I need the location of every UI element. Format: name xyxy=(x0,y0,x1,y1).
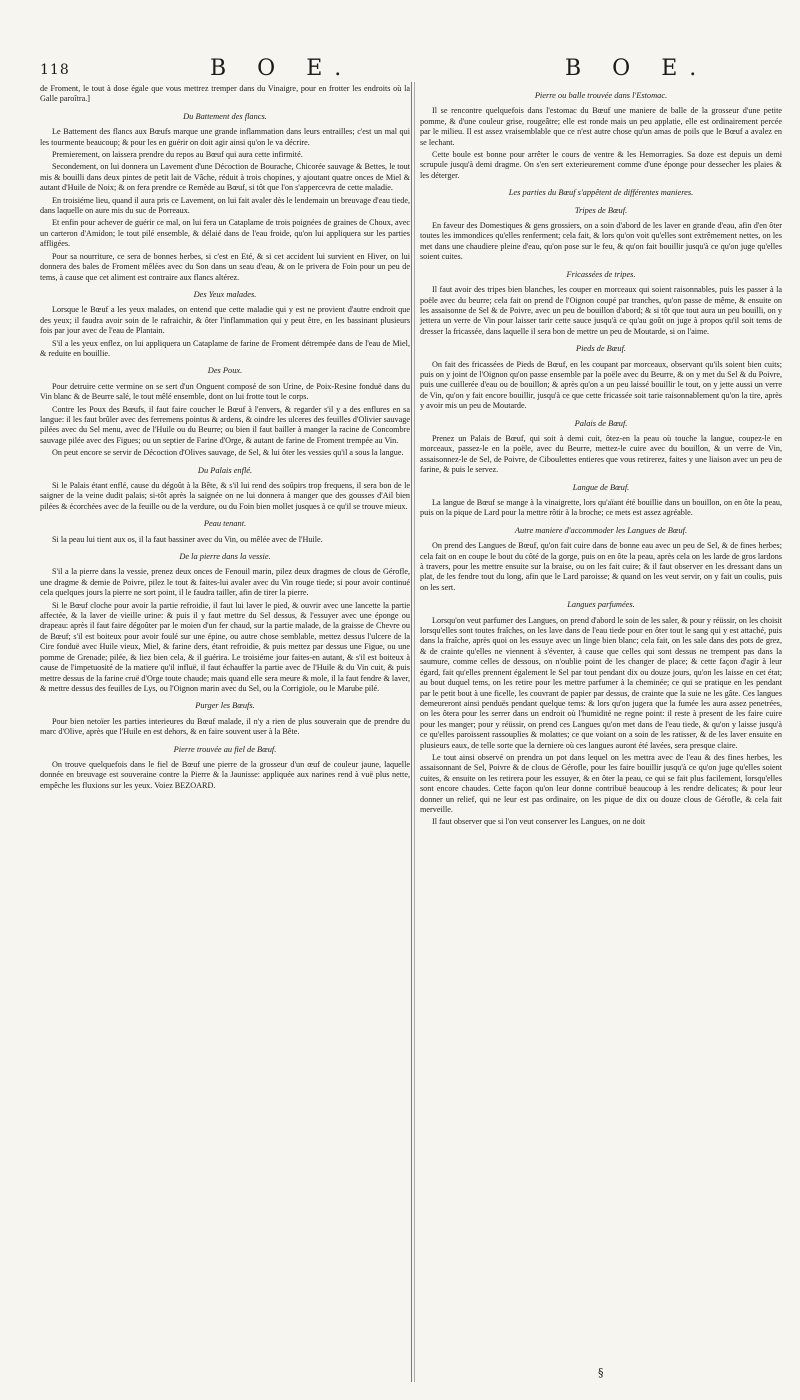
section-heading: De la pierre dans la vessie. xyxy=(179,552,271,562)
paragraph: Lorsque le Bœuf a les yeux malades, on entend que cette maladie qui y est ne provient d'autre endroit que des yeux; il faudra avoir soin de le rafraichir, & ôter l'inflammation qui y peut être, en les bassinant plusieurs fois par jour avec de l'eau de Plantain. xyxy=(40,305,410,336)
paragraph: Le Battement des flancs aux Bœufs marque une grande inflammation dans leurs entrailles; c'est un mal qui les tourmente beaucoup; & pour les en guérir on doit agir ainsi qu'on le va décrire. xyxy=(40,127,410,147)
paragraph: Il faut observer que si l'on veut conserver les Langues, on ne doit xyxy=(432,817,646,827)
paragraph: Si le Palais étant enflé, cause du dégoût à la Bête, & s'il lui rend des soûpirs trop frequens, il sera bon de le saigner de la veine dudit palais; si-tôt après la saignée on ne lui donnera à manger que des gousses d'Ail bien pilées & écorchées avec de la feuille ou de la verdure, ou du Foin bien mollet jusques à ce qu'il se trouve mieux. xyxy=(40,481,410,511)
section-heading: Du Palais enflé. xyxy=(197,465,253,475)
section-heading: Pierre ou balle trouvée dans l'Estomac. xyxy=(534,91,668,100)
paragraph: Pour sa nourriture, ce sera de bonnes herbes, si c'est en Eté, & si cet accident lui survient en Hiver, on lui donnera des bales de Froment mêlées avec du Son dans un seau d'eau, & on le privera de Foin pour un peu de tems, à cause que cet aliment est contraire aux flancs altérez. xyxy=(40,251,410,282)
section-heading: Du Battement des flancs. xyxy=(183,111,267,121)
paragraph: En faveur des Domestiques & gens grossiers, on a soin d'abord de les laver en grande d'eau, afin d'en ôter toutes les immondices qu'elles renferment; cela fait, & lors qu'on voit qu'elles sont extrêmement nettes, on les met dans une chaudiere pleine d'eau, qu'on pose sur le feu, & qu'on fait bouillir jusqu'à ce qu'on juge qu'elles soient cuites. xyxy=(420,221,782,262)
paragraph: On trouve quelquefois dans le fiel de Bœuf une pierre de la grosseur d'un œuf de couleur jaune, laquelle donnée en breuvage est souveraine contre la Pierre & la Jaunisse: appliquée aux narines rend à vuë plus nette, empêche les fluxions sur les yeux. Voiez BEZOARD. xyxy=(40,759,410,790)
section-heading: Des Yeux malades. xyxy=(193,289,257,299)
section-heading: Les parties du Bœuf s'appêtent de différentes manieres. xyxy=(508,188,694,198)
page-number: 118 xyxy=(40,62,70,78)
paragraph: Pour detruire cette vermine on se sert d'un Onguent composé de son Urine, de Poix-Resine fonduë dans du Vin blanc & de Beurre salé, le tout mêlé ensemble, dont on lui frotte tout le corps. xyxy=(40,381,410,402)
column-divider xyxy=(411,82,415,1382)
paragraph: S'il a les yeux enflez, on lui appliquera un Cataplame de farine de Froment détrempée dans de l'eau de Miel, & reduite en bouillie. xyxy=(40,338,410,358)
section-heading: Pieds de Bœuf. xyxy=(575,344,626,354)
right-column xyxy=(420,84,782,830)
signature-mark: § xyxy=(598,1366,604,1379)
paragraph: Secondement, on lui donnera un Lavement d'une Décoction de Bourache, Chicorée sauvage & Bettes, le tout mis & bouilli dans deux pintes de petit lait de Vâche, réduit à trois chopines, y ajoutant quatre onces de Miel & autant d'Huile de Noix; & on fera prendre ce Remède au Bœuf, si tôt que l'on s'appercevra de cette maladie. xyxy=(40,162,410,193)
paragraph: En troisiéme lieu, quand il aura pris ce Lavement, on lui fait avaler dès le lendemain un breuvage d'eau tiede, dans laquelle on aure mis du suc de Porreaux. xyxy=(40,195,410,216)
paragraph: Cette boule est bonne pour arrêter le cours de ventre & les Hemorragies. Sa doze est depuis un demi scrupule jusqu'à demi dragme. On s'en sert exterieurement comme d'une éponge pour dessecher les plaies & les déterger. xyxy=(420,150,782,180)
section-heading: Langue de Bœuf. xyxy=(572,482,630,492)
paragraph: Et enfin pour achever de guérir ce mal, on lui fera un Cataplame de trois poignées de graines de Choux, avec un carteron d'Amidon; le tout pilé ensemble, & délaié dans de l'eau froide, qu'on lui appliquera sur les parties affligées. xyxy=(40,218,410,249)
paragraph: Si la peau lui tient aux os, il la faut bassiner avec du Vin, ou mêlée avec de l'Huile. xyxy=(52,534,323,544)
paragraph: de Froment, le tout à dose égale que vous mettrez tremper dans du Vinaigre, pour en frotter les endroits où la Galle paroîtra.] xyxy=(40,84,410,104)
section-heading: Fricassées de tripes. xyxy=(566,269,636,279)
section-heading: Peau tenant. xyxy=(203,519,247,529)
paragraph: Contre les Poux des Bœufs, il faut faire coucher le Bœuf à l'envers, & regarder s'il y a des enflures en sa langue: il les faut brûler avec des ferremens pointus & ardens, & oindre les ulceres des feuilles d'Olivier sauvage pilées avec du Sel menu, avec de l'Huile ou du Beurre; ou bien il faut bailler à manger la racine de Concombre sauvage pilée avec des Figues; ou un septier de Farine d'Orge, & autant de farine de Froment trempée au Vin. xyxy=(40,404,410,445)
paragraph: La langue de Bœuf se mange à la vinaigrette, lors qu'aïant été bouillie dans un bouillon, on en ôte la peau, puis on la pique de Lard pour la mettre rôtir à la broche; ce mets est assez agréable. xyxy=(420,498,782,518)
paragraph: On prend des Langues de Bœuf, qu'on fait cuire dans de bonne eau avec un peu de Sel, & de fines herbes; cela fait on en coupe le bout du côté de la gorge, puis on en ôte la peau, après cela on les larde de gros lardons à travers, pour les mettre ensuite sur la braise, ou on les fait cuire; & il faut observer en les dressant dans un plat, de les fendre tout du long, afin que le Lard paroisse; & quand on les veut servir, on y fait un coulis, puis on les sert. xyxy=(420,541,782,592)
paragraph: Il se rencontre quelquefois dans l'estomac du Bœuf une maniere de balle de la grosseur d'une petite pomme, & d'une couleur grise, rougeâtre; elle est ronde mais un peu applatie, elle est ordinairement percée par le milieu. Il est assez vraisemblable que ce n'est autre chose qu'un amas de poils que le Bœuf a avalez en se lechant. xyxy=(420,106,782,147)
paragraph: On peut encore se servir de Décoction d'Olives sauvage, de Sel, & lui ôter les vessies qu'il a sous la langue. xyxy=(52,448,404,458)
section-heading: Autre maniere d'accommoder les Langues de Bœuf. xyxy=(514,525,688,535)
section-heading: Purger les Bœufs. xyxy=(195,701,255,711)
paragraph: Lorsqu'on veut parfumer des Langues, on prend d'abord le soin de les saler, & pour y réüssir, on les choisit lorsqu'elles sont toutes fraîches, on les lave dans de l'eau tiede pour en ôter tout le sang qui y est attaché, puis dans la fraîche, après quoi on les essuye avec un linge bien blanc; cela fait, on les sale dans des pots de grez, & de crainte qu'elles ne viennent à s'éventer, à cause que celles qui sont dessus ne trempent pas dans la saumure, comme celles de dessous, on n'oublie point de les changer de place; & cette façon d'agir à leur égard, fait qu'elles prennent également le Sel par tout pendant dix ou douze jours, qu'on les laisse en cet état; au bout duquel tems, on les retire pour les mettre parfumer à la cheminée; ce qui se pratique en les pendant par le petit bout à une ficelle, les couvrant de papier par dessus, de crainte que la suie ne les gâte. Ces langues demeureront ainsi penduës pendant quelque tems: & lors qu'on jugera que la fumée les aura assez penetrées, on les ôtera pour les serrer dans un endroit où l'humidité ne regne point: il reste à present de les faire cuire pour les manger; pour y réüssir, on prend ces Langues qu'on met dans de l'eau tiede, & qu'on y laisse jusqu'à ce qu'elles paroissent rassouplies & molattes; ce que voiant on a soin de les ratisser, & de les laver ensuite en plusieurs eaux, de telle sorte que la derniere où ces langues auront été lavées, sera presque claire. xyxy=(420,615,782,750)
running-head-right: B O E. xyxy=(565,56,709,81)
section-heading: Des Poux. xyxy=(207,366,243,376)
left-column xyxy=(40,84,410,793)
section-heading: Palais de Bœuf. xyxy=(574,418,628,428)
paragraph: Il faut avoir des tripes bien blanches, les couper en morceaux qui soient raisonnables, puis les passer à la poële avec du beurre; cela fait on prend de l'Oignon coupé par tranches, qu'on passe de même, & ensuite on les assaisonne de Sel & de Poivre, avec un peu de bouillon d'abord; & si tôt que tout aura un peu bouilli, on y jettera un verre de Vin pour laisser tarir cette sauce jusqu'à ce qu'au goût on juge à propos qu'il soit tems de dresser la fricassée, dans laquelle il sera bon de mettre un peu de Moutarde, si on l'aime. xyxy=(420,285,782,336)
paragraph: Le tout ainsi observé on prendra un pot dans lequel on les mettra avec de l'eau & des fines herbes, les assaisonnant de Sel, Poivre & de clous de Gérofle, pour les faire bouillir jusqu'à ce qu'on juge qu'elles soient cuites, & ensuite on les retirera pour les essuyer, & en ôter la peau, ce qui se fait plus facilement, lorsqu'elles sont encore chaudes. Cette façon qu'on leur donne contribuë beaucoup à les rendre delicates; & pour leur donner un relief, qui ne leur est pas ordinaire, on les pique de dix ou douze clous de Gérofle, & cela fait merveille. xyxy=(420,752,782,814)
section-heading: Langues parfumées. xyxy=(567,600,635,610)
paragraph: Pour bien netoïer les parties interieures du Bœuf malade, il n'y a rien de plus souverain que de prendre du marc d'Olive, après que l'Huile en est dehors, & en faire souvent user à la Bête. xyxy=(40,716,410,737)
paragraph: S'il a la pierre dans la vessie, prenez deux onces de Fenouil marin, pilez deux dragmes de clous de Gérofle, une dragme & demie de Poivre, pilez le tout & faites-lui avaler avec du Vin rouge tiede; si pour avoir continué cela quelques jours la pierre ne sort point, il le faudra tailler, afin de tirer la pierre. xyxy=(40,567,410,598)
paragraph: On fait des fricassées de Pieds de Bœuf, en les coupant par morceaux, observant qu'ils soient bien cuits; puis on y joint de l'Oignon qu'on passe ensemble par la poële avec du Beurre, & on y met du Sel & du Poivre, puis une cuillerée d'eau ou de bouillon; & après qu'on a un peu laissé bouillir le tout, on y jette aussi un verre de Vin, qu'on y fait encore bouillir, jusqu'à ce que cette fricassée soit tarie raisonnablement qu'on la tire, après y avoir mis un peu de Moutarde. xyxy=(420,359,782,411)
section-heading: Pierre trouvée au fiel de Bœuf. xyxy=(173,744,277,754)
paragraph: Si le Bœuf cloche pour avoir la partie refroidie, il faut lui laver le pied, & ouvrir avec une lancette la partie affectée, & la laver de vieille urine: & puis il y faut mettre du Sel dessus, & l'essuyer avec une éponge ou drapeau: après il faut faire dégoûter par le moien d'un fer chaud, sur la partie malade, de la graisse de Chevre ou de Bœuf; s'il est boiteux pour avoir foulé sur une épine, ou autre chose semblable, mettez dessus l'ulcere de la Cire fonduë avec Huile vieux, Miel, & farine ders, étant refroidie, & puis mettez par dessus une Figue, ou une pomme de Grenade; pilée, & liez bien cela, & il guérira. Le troisiéme jour faites-en autant, & s'il est boiteux à cause de l'impetuosité de la matiere qu'il influë, il faut échauffer la partie avec de l'Huile & du Vin cuit, & puis mettre dessus de la farine cruë d'Orge toute chaude; mais quand elle sera meure & mole, il la faut fendre & laver, & mettre dessus des feuilles de Lys, ou l'Oignon marin avec du Sel, ou la Corrigiole, ou le Marube pilé. xyxy=(40,600,410,693)
paragraph: Premierement, on laissera prendre du repos au Bœuf qui aura cette infirmité. xyxy=(52,150,303,160)
section-heading: Tripes de Bœuf. xyxy=(574,205,628,215)
paragraph: Prenez un Palais de Bœuf, qui soit à demi cuit, ôtez-en la peau où touche la langue, coupez-le en morceaux, passez-le en la poële, avec du Beurre, mettez-le cuire avec du bouillon, & un verre de Vin, assaisonnez-le de Sel, de Poivre, de Ciboulettes entieres que vous retirerez, faites y une liaison avec un peu de farine, & puis le servez. xyxy=(420,433,782,475)
running-head-left: B O E. xyxy=(210,56,354,81)
